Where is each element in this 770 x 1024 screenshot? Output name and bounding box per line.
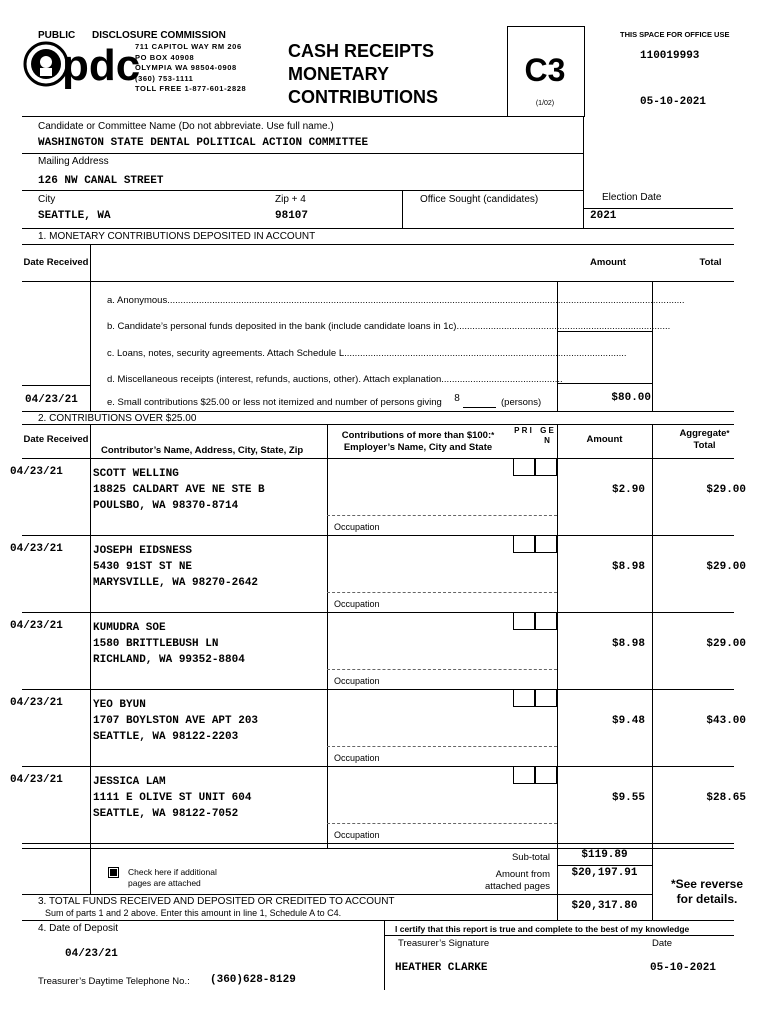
address-line: PO BOX 40908	[135, 52, 195, 62]
form-title	[288, 40, 438, 109]
election-date-label: Election Date	[602, 192, 662, 203]
title-line: CONTRIBUTIONS	[288, 87, 438, 107]
row-aggregate: $43.00	[706, 715, 746, 727]
form-code: C3	[524, 52, 566, 88]
see-reverse-note: *See reverse for details.	[670, 877, 744, 906]
occupation-divider	[327, 515, 557, 516]
subtotal-label: Sub-total	[511, 852, 550, 863]
form-version: (1/02)	[535, 100, 555, 107]
occupation-label: Occupation	[334, 676, 380, 686]
row-date: 04/23/21	[10, 466, 63, 478]
row-divider	[22, 612, 734, 613]
zip-value: 98107	[275, 210, 309, 222]
pri-checkbox[interactable]	[513, 612, 535, 630]
section1-date-header: Date Received	[23, 257, 89, 268]
gen-checkbox[interactable]	[535, 689, 557, 707]
occupation-divider	[327, 669, 557, 670]
row-divider	[22, 766, 734, 767]
attached-label: Amount from attached pages	[485, 869, 550, 892]
checkbox-mark	[110, 869, 117, 876]
phone-value: (360)628-8129	[210, 974, 296, 986]
agency-public: PUBLIC	[38, 30, 76, 41]
signature-date-label: Date	[652, 938, 673, 949]
contributor-name: SCOTT WELLING	[93, 468, 179, 480]
pdc-logo	[22, 40, 141, 90]
line-e-amount: $80.00	[611, 392, 651, 404]
persons-label: (persons)	[501, 397, 542, 408]
section3-subheading: Sum of parts 1 and 2 above. Enter this amount in line 1, Schedule A to C4.	[45, 908, 342, 918]
committee-name: WASHINGTON STATE DENTAL POLITICAL ACTION COMMITTEE	[38, 137, 369, 149]
contributor-name: YEO BYUN	[93, 699, 146, 711]
row-divider	[22, 535, 734, 536]
agency-address	[135, 42, 246, 95]
contributor-name: JESSICA LAM	[93, 776, 166, 788]
row-amount: $8.98	[611, 638, 645, 650]
row-date: 04/23/21	[10, 543, 63, 555]
row-date: 04/23/21	[10, 774, 63, 786]
contributor-info	[93, 466, 265, 514]
zip-label: Zip + 4	[275, 194, 306, 205]
line-c: c. Loans, notes, security agreements. Attach Schedule L...........................................................................................................	[107, 348, 627, 359]
row-divider	[22, 843, 734, 844]
address-line: OLYMPIA WA 98504-0908	[135, 63, 237, 72]
certification-text: I certify that this report is true and complete to the best of my knowledge	[395, 924, 690, 934]
pri-checkbox[interactable]	[513, 535, 535, 553]
contributor-name: KUMUDRA SOE	[93, 622, 166, 634]
total-funds-value: $20,317.80	[571, 900, 638, 912]
line-e-date: 04/23/21	[25, 394, 78, 406]
contributor-header: Contributor’s Name, Address, City, State, Zip	[101, 445, 304, 456]
title-line: MONETARY	[288, 64, 389, 84]
contributor-info	[93, 620, 245, 668]
address-line: (360) 753-1111	[135, 73, 194, 83]
section1-amount-header: Amount	[590, 257, 626, 268]
pri-checkbox[interactable]	[513, 766, 535, 784]
treasurer-signature: HEATHER CLARKE	[395, 962, 488, 974]
row-amount: $9.55	[611, 792, 645, 804]
row-date: 04/23/21	[10, 697, 63, 709]
section1-heading: 1. MONETARY CONTRIBUTIONS DEPOSITED IN ACCOUNT	[38, 231, 316, 242]
signature-label: Treasurer’s Signature	[398, 938, 490, 949]
contributor-info	[93, 697, 258, 745]
pri-header: P R I	[514, 426, 532, 435]
contributor-city: SEATTLE, WA 98122-7052	[93, 808, 239, 820]
city-value: SEATTLE, WA	[38, 210, 111, 222]
election-date-value: 2021	[590, 210, 617, 222]
row-date: 04/23/21	[10, 620, 63, 632]
office-use-label: THIS SPACE FOR OFFICE USE	[620, 30, 730, 39]
row-aggregate: $29.00	[706, 561, 746, 573]
occupation-divider	[327, 823, 557, 824]
row-amount: $8.98	[611, 561, 645, 573]
occupation-label: Occupation	[334, 599, 380, 609]
section2-heading: 2. CONTRIBUTIONS OVER $25.00	[38, 413, 197, 424]
gen-checkbox[interactable]	[535, 766, 557, 784]
gen-checkbox[interactable]	[535, 458, 557, 476]
contributor-info	[93, 774, 251, 822]
contributor-city: RICHLAND, WA 99352-8804	[93, 654, 245, 666]
committee-name-label: Candidate or Committee Name (Do not abbreviate. Use full name.)	[38, 121, 334, 132]
pri-checkbox[interactable]	[513, 458, 535, 476]
office-id: 110019993	[640, 50, 700, 62]
row-divider	[22, 689, 734, 690]
gen-checkbox[interactable]	[535, 612, 557, 630]
section4-heading: 4. Date of Deposit	[38, 923, 119, 934]
contributor-name: JOSEPH EIDSNESS	[93, 545, 193, 557]
line-b: b. Candidate’s personal funds deposited in the bank (include candidate loans in 1c).................................................................................	[107, 321, 671, 332]
signature-date: 05-10-2021	[650, 962, 717, 974]
mailing-address-label: Mailing Address	[38, 156, 109, 167]
occupation-divider	[327, 746, 557, 747]
contributor-city: MARYSVILLE, WA 98270-2642	[93, 577, 259, 589]
section2-date-header: Date Received	[23, 434, 89, 445]
occupation-divider	[327, 592, 557, 593]
occupation-label: Occupation	[334, 753, 380, 763]
aggregate-header: Aggregate* Total	[679, 428, 730, 451]
mailing-address: 126 NW CANAL STREET	[38, 175, 164, 187]
section1-total-header: Total	[699, 257, 722, 268]
line-a: a. Anonymous....................................................................................................................................................................................................	[107, 295, 685, 306]
row-aggregate: $29.00	[706, 484, 746, 496]
section3-heading: 3. TOTAL FUNDS RECEIVED AND DEPOSITED OR CREDITED TO ACCOUNT	[38, 896, 395, 907]
employer-header: Contributions of more than $100:* Employer’s Name, City and State	[341, 430, 495, 453]
city-label: City	[38, 194, 56, 205]
additional-pages-checkbox[interactable]	[108, 867, 119, 878]
contributor-street: 1707 BOYLSTON AVE APT 203	[93, 715, 259, 727]
office-date: 05-10-2021	[640, 96, 707, 108]
gen-checkbox[interactable]	[535, 535, 557, 553]
deposit-date: 04/23/21	[65, 948, 118, 960]
agency-name: DISCLOSURE COMMISSION	[92, 30, 226, 41]
address-line: 711 CAPITOL WAY RM 206	[135, 42, 242, 51]
persons-count: 8	[454, 393, 460, 404]
address-line: TOLL FREE 1-877-601-2828	[135, 84, 247, 93]
row-amount: $2.90	[611, 484, 645, 496]
title-line: CASH RECEIPTS	[288, 41, 435, 61]
row-amount: $9.48	[611, 715, 645, 727]
amount-header: Amount	[586, 434, 623, 445]
logo-text: pdc	[62, 41, 141, 90]
contributor-info	[93, 543, 258, 591]
line-d: d. Miscellaneous receipts (interest, refunds, auctions, other). Attach explanation..............................................	[107, 374, 563, 385]
contributor-street: 1111 E OLIVE ST UNIT 604	[93, 792, 252, 804]
occupation-label: Occupation	[334, 830, 380, 840]
office-sought-label: Office Sought (candidates)	[420, 194, 539, 205]
contributor-street: 5430 91ST ST NE	[93, 561, 193, 573]
contributor-street: 1580 BRITTLEBUSH LN	[93, 638, 219, 650]
additional-pages-label: Check here if additional pages are attached	[128, 867, 217, 888]
contributor-city: SEATTLE, WA 98122-2203	[93, 731, 239, 743]
gen-header: G E N	[540, 426, 554, 445]
attached-value: $20,197.91	[571, 867, 638, 879]
phone-label: Treasurer’s Daytime Telephone No.:	[38, 976, 190, 987]
row-aggregate: $29.00	[706, 638, 746, 650]
subtotal-value: $119.89	[581, 849, 628, 861]
pri-checkbox[interactable]	[513, 689, 535, 707]
row-aggregate: $28.65	[706, 792, 746, 804]
occupation-label: Occupation	[334, 522, 380, 532]
contributor-city: POULSBO, WA 98370-8714	[93, 500, 239, 512]
line-e: e. Small contributions $25.00 or less not itemized and number of persons giving	[107, 397, 442, 408]
contributor-street: 18825 CALDART AVE NE STE B	[93, 484, 265, 496]
